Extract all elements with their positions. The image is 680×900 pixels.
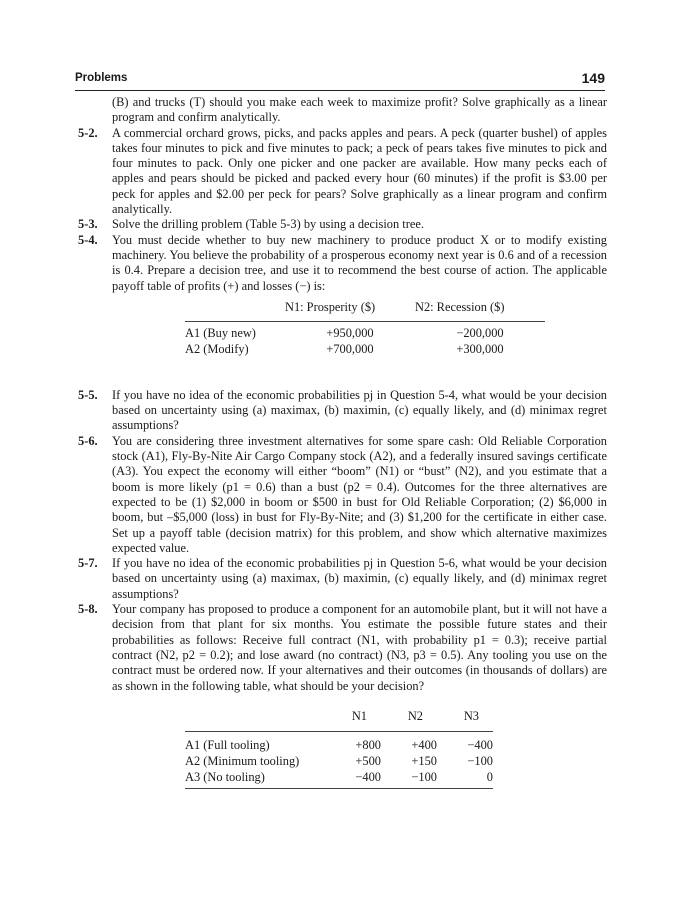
header-cell: N1: Prosperity ($)	[285, 299, 415, 322]
problem-5-7	[75, 556, 607, 602]
alternative-label: A3 (No tooling)	[185, 770, 325, 789]
table-row	[185, 342, 545, 358]
alternative-label: A2 (Minimum tooling)	[185, 754, 300, 769]
table-row	[185, 754, 493, 770]
table-row	[185, 731, 493, 754]
problem-number: 5-3.	[78, 217, 98, 232]
payoff-value: −400	[325, 770, 381, 789]
problem-5-8	[75, 602, 607, 694]
page-number: 149	[581, 70, 605, 86]
problem-text: A commercial orchard grows, picks, and packs apples and pears. A peck (quarter bushel) of apples takes four minutes to pick and five minutes to pack; a peck of pears takes five minutes to pick and four minutes to pack. Only one picker and one packer are available. How many pecks each of apples and pears should be picked and packed every hour (60 minutes) if the profit is $3.00 per peck for apples and $2.00 per peck for pears? Solve graphically as a linear program and confirm analytically.	[112, 125, 607, 217]
payoff-value: −100	[381, 770, 437, 789]
problem-5-2	[75, 126, 607, 218]
problem-5-4	[75, 233, 607, 294]
payoff-value: +150	[411, 754, 437, 769]
problem-text: Your company has proposed to produce a component for an automobile plant, but it will not have a decision from that plant for six months. You estimate the possible future states and their probabilities as follows: Receive full contract (N1, with probability p1 = 0.3); receive partial contract (N2, p2 = 0.2); and lose award (no contract) (N3, p3 = 0.5). Any tooling you use on the contract must be ordered now. If your alternatives and their outcomes (in thousands of dollars) are as shown in the following table, what should be your decision?	[112, 602, 607, 693]
header-cell	[185, 708, 325, 732]
payoff-value: +500	[355, 754, 381, 769]
payoff-value: +800	[355, 738, 381, 753]
problem-text: If you have no idea of the economic probabilities pj in Question 5-4, what would be your decision based on uncertainty using (a) maximax, (b) maximin, (c) equally likely, and (d) minimax regret assumptions?	[112, 387, 607, 433]
problem-text: Solve the drilling problem (Table 5-3) by using a decision tree.	[112, 217, 424, 232]
problem-text: You are considering three investment alternatives for some spare cash: Old Reliable Corporation stock (A1), Fly-By-Nite Air Cargo Company stock (A2), and a federally insured savings certificate (A3). You expect the economy will either “boom” (N1) or “bust” (N2), and you estimate that a boom is more likely (p1 = 0.6) than a bust (p2 = 0.4). Outcomes for the three alternatives are expected to be (1) $2,000 in boom or $500 in bust for Old Reliable Corporation; (2) $6,000 in boom, but –$5,000 (loss) in bust for Fly-By-Nite; and (3) $1,200 for the certificate in either case. Set up a payoff table (decision matrix) for this problem, and show which alternative maximizes expected value.	[112, 433, 607, 555]
problem-number: 5-2.	[78, 125, 98, 140]
problem-5-3	[75, 217, 607, 232]
payoff-value: −200,000	[456, 326, 504, 341]
problem-number: 5-4.	[78, 232, 98, 247]
table-row	[185, 321, 545, 342]
alternative-label: A1 (Buy new)	[185, 326, 256, 341]
problem-text: If you have no idea of the economic probabilities pj in Question 5-6, what would be your decision based on uncertainty using (a) maximax, (b) maximin, (c) equally likely, and (d) minimax regret assumptions?	[112, 556, 607, 601]
header-cell: N1	[325, 708, 381, 732]
payoff-value: −400	[467, 738, 493, 753]
section-title: Problems	[75, 72, 128, 84]
payoff-value: 0	[437, 770, 493, 789]
running-header	[75, 70, 605, 91]
payoff-table-5-4	[185, 299, 545, 358]
table-row	[185, 770, 493, 789]
problem-text: You must decide whether to buy new machinery to produce product X or to modify existing machinery. You believe the probability of a prosperous economy next year is 0.6 and of a recession is 0.4. Prepare a decision tree, and use it to recommend the best course of action. The applicable payoff table of profits (+) and losses (−) is:	[112, 232, 607, 293]
header-cell: N3	[437, 708, 493, 732]
alternative-label: A1 (Full tooling)	[185, 738, 270, 753]
problem-5-6	[75, 434, 607, 556]
payoff-value: −100	[467, 754, 493, 769]
problem-number: 5-7.	[78, 556, 98, 571]
header-cell: N2	[381, 708, 437, 732]
problem-number: 5-5.	[78, 387, 98, 402]
problem-number: 5-8.	[78, 602, 98, 617]
payoff-value: +950,000	[326, 326, 374, 341]
payoff-table-5-8	[185, 708, 493, 789]
page-body	[75, 95, 607, 789]
payoff-value: +400	[411, 738, 437, 753]
problem-5-5	[75, 388, 607, 434]
table-header-row	[185, 708, 493, 732]
continuation-paragraph: (B) and trucks (T) should you make each week to maximize profit? Solve graphically as a linear program and confirm analytically.	[112, 95, 607, 125]
payoff-value: +700,000	[326, 342, 374, 357]
payoff-value: +300,000	[456, 342, 504, 357]
header-cell	[185, 299, 285, 322]
problem-number: 5-6.	[78, 433, 98, 448]
table-header-row	[185, 299, 545, 322]
alternative-label: A2 (Modify)	[185, 342, 249, 357]
header-cell: N2: Recession ($)	[415, 299, 545, 322]
